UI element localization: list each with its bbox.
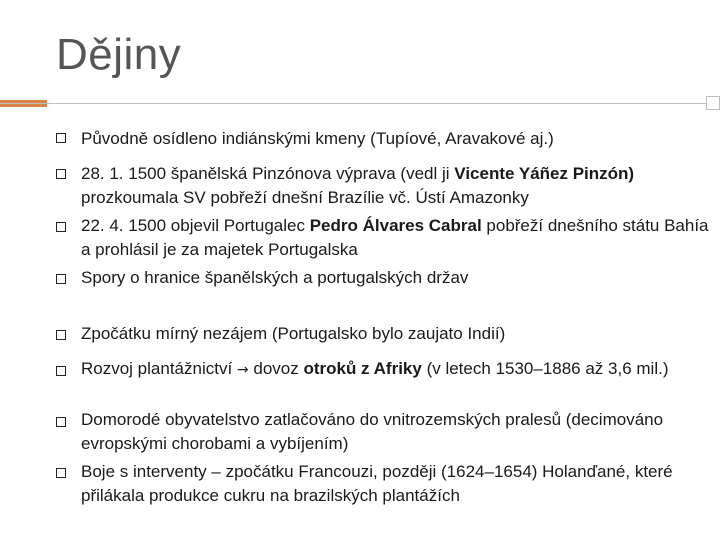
bullet-square-icon [56,133,66,143]
text-run: dovoz [248,359,304,378]
bullet-item [81,357,711,382]
bullet-square-icon [56,417,66,427]
text-run: 28. 1. 1500 španělská Pinzónova výprava (vedl ji [81,164,455,183]
text-run: Původně osídleno indiánskými kmeny (Tupíové, Aravakové aj.) [81,129,554,148]
bullet-square-icon [56,468,66,478]
bullet-square-icon [56,366,66,376]
bullet-item [81,460,711,508]
bold-text-run: Pedro Álvares Cabral [309,216,482,235]
text-run: prozkoumala SV pobřeží dnešní Brazílie vč. Ústí Amazonky [81,188,529,207]
bullet-square-icon [56,169,66,179]
bullet-square-icon [56,330,66,340]
bullet-item [81,266,711,290]
bold-text-run: otroků z Afriky [303,359,422,378]
text-run: Boje s interventy – zpočátku Francouzi, později (1624–1654) Holanďané, které přilákala produkce cukru na brazilských plantážích [81,462,673,505]
bold-text-run: Vicente Yáñez Pinzón) [454,164,635,183]
bullet-item [81,408,711,456]
text-run: Domorodé obyvatelstvo zatlačováno do vnitrozemských pralesů (decimováno evropskými chorobami a vybíjením) [81,410,664,453]
bullet-square-icon [56,274,66,284]
title-rule-line [0,103,720,104]
text-run: Zpočátku mírný nezájem (Portugalsko bylo zaujato Indií) [81,324,506,343]
bullet-item [81,127,711,151]
bullet-square-icon [56,222,66,232]
text-run: Rozvoj plantážnictví [81,359,237,378]
text-run: Spory o hranice španělských a portugalských držav [81,268,469,287]
text-run: 22. 4. 1500 objevil Portugalec [81,216,310,235]
bullet-item [81,322,711,346]
arrow-icon: → [236,362,249,378]
bullet-item [81,214,711,262]
text-run: pobřeží dnešního státu Bahía a prohlásil je za majetek Portugalska [81,216,709,259]
bullet-item [81,162,711,210]
slide-title: Dějiny [56,30,182,79]
text-run: (v letech 1530–1886 až 3,6 mil.) [421,359,669,378]
title-rule-end-box [706,96,720,110]
